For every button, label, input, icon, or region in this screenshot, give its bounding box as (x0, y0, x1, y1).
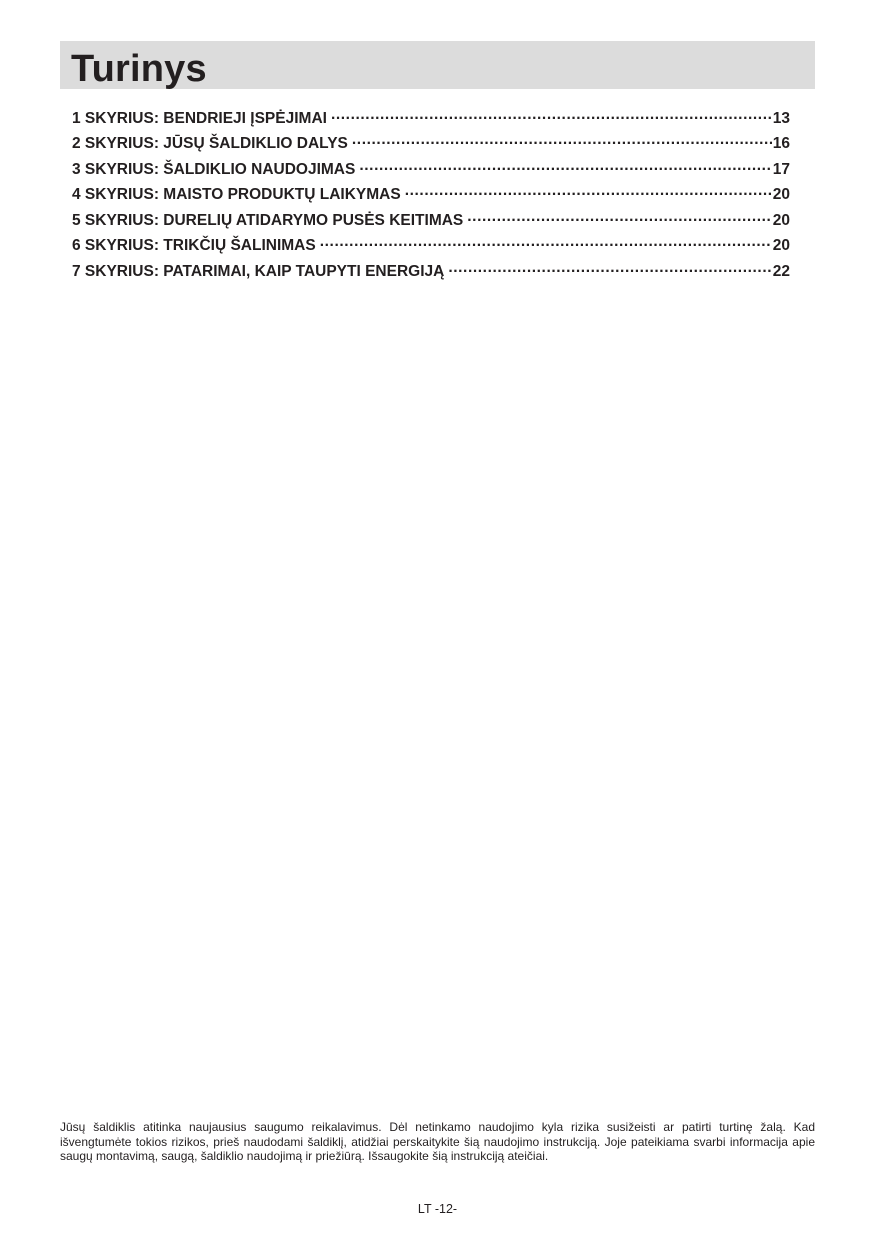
toc-entry-page: 22 (772, 262, 790, 280)
toc-dot-leader (405, 184, 772, 200)
toc-entry-label: 3 SKYRIUS: ŠALDIKLIO NAUDOJIMAS (72, 160, 356, 178)
toc-entry-3[interactable] (72, 158, 790, 184)
toc-dot-leader (359, 158, 771, 174)
toc-dot-leader (331, 107, 772, 123)
toc-entry-label: 1 SKYRIUS: BENDRIEJI ĮSPĖJIMAI (72, 109, 327, 127)
toc-entry-page: 17 (772, 160, 790, 178)
title-bar (60, 41, 815, 89)
toc-entry-label: 6 SKYRIUS: TRIKČIŲ ŠALINIMAS (72, 237, 316, 254)
table-of-contents (72, 107, 790, 286)
toc-entry-label: 4 SKYRIUS: MAISTO PRODUKTŲ LAIKYMAS (72, 186, 401, 203)
safety-notice: Jūsų šaldiklis atitinka naujausius saugumo reikalavimus. Dėl netinkamo naudojimo kyla rizika susižeisti ar patirti turtinę žalą. Kad išvengtumėte tokios rizikos, prieš naudodami šaldiklį, atidžiai perskaitykite šią naudojimo instrukciją. Joje pateikiama svarbi informacija apie saugų montavimą, saugą, šaldiklio naudojimą ir priežiūrą. Išsaugokite šią instrukciją ateičiai. (60, 1120, 815, 1163)
toc-entry-2[interactable] (72, 133, 790, 159)
toc-dot-leader (320, 235, 772, 251)
toc-entry-page: 20 (772, 237, 790, 254)
toc-entry-label: 7 SKYRIUS: PATARIMAI, KAIP TAUPYTI ENERGIJĄ (72, 262, 445, 280)
toc-entry-6[interactable] (72, 235, 790, 261)
page-title: Turinys (71, 48, 207, 90)
toc-entry-1[interactable] (72, 107, 790, 133)
toc-entry-label: 5 SKYRIUS: DURELIŲ ATIDARYMO PUSĖS KEITIMAS (72, 211, 464, 229)
toc-entry-page: 16 (772, 135, 790, 152)
toc-entry-page: 13 (772, 109, 790, 127)
toc-entry-label: 2 SKYRIUS: JŪSŲ ŠALDIKLIO DALYS (72, 135, 348, 152)
toc-entry-page: 20 (772, 186, 790, 203)
toc-entry-page: 20 (772, 211, 790, 229)
page-number: LT -12- (417, 1202, 458, 1216)
toc-dot-leader (448, 260, 771, 276)
toc-entry-5[interactable] (72, 209, 790, 235)
toc-entry-7[interactable] (72, 260, 790, 286)
toc-dot-leader (467, 209, 771, 225)
toc-entry-4[interactable] (72, 184, 790, 210)
toc-dot-leader (352, 133, 772, 149)
